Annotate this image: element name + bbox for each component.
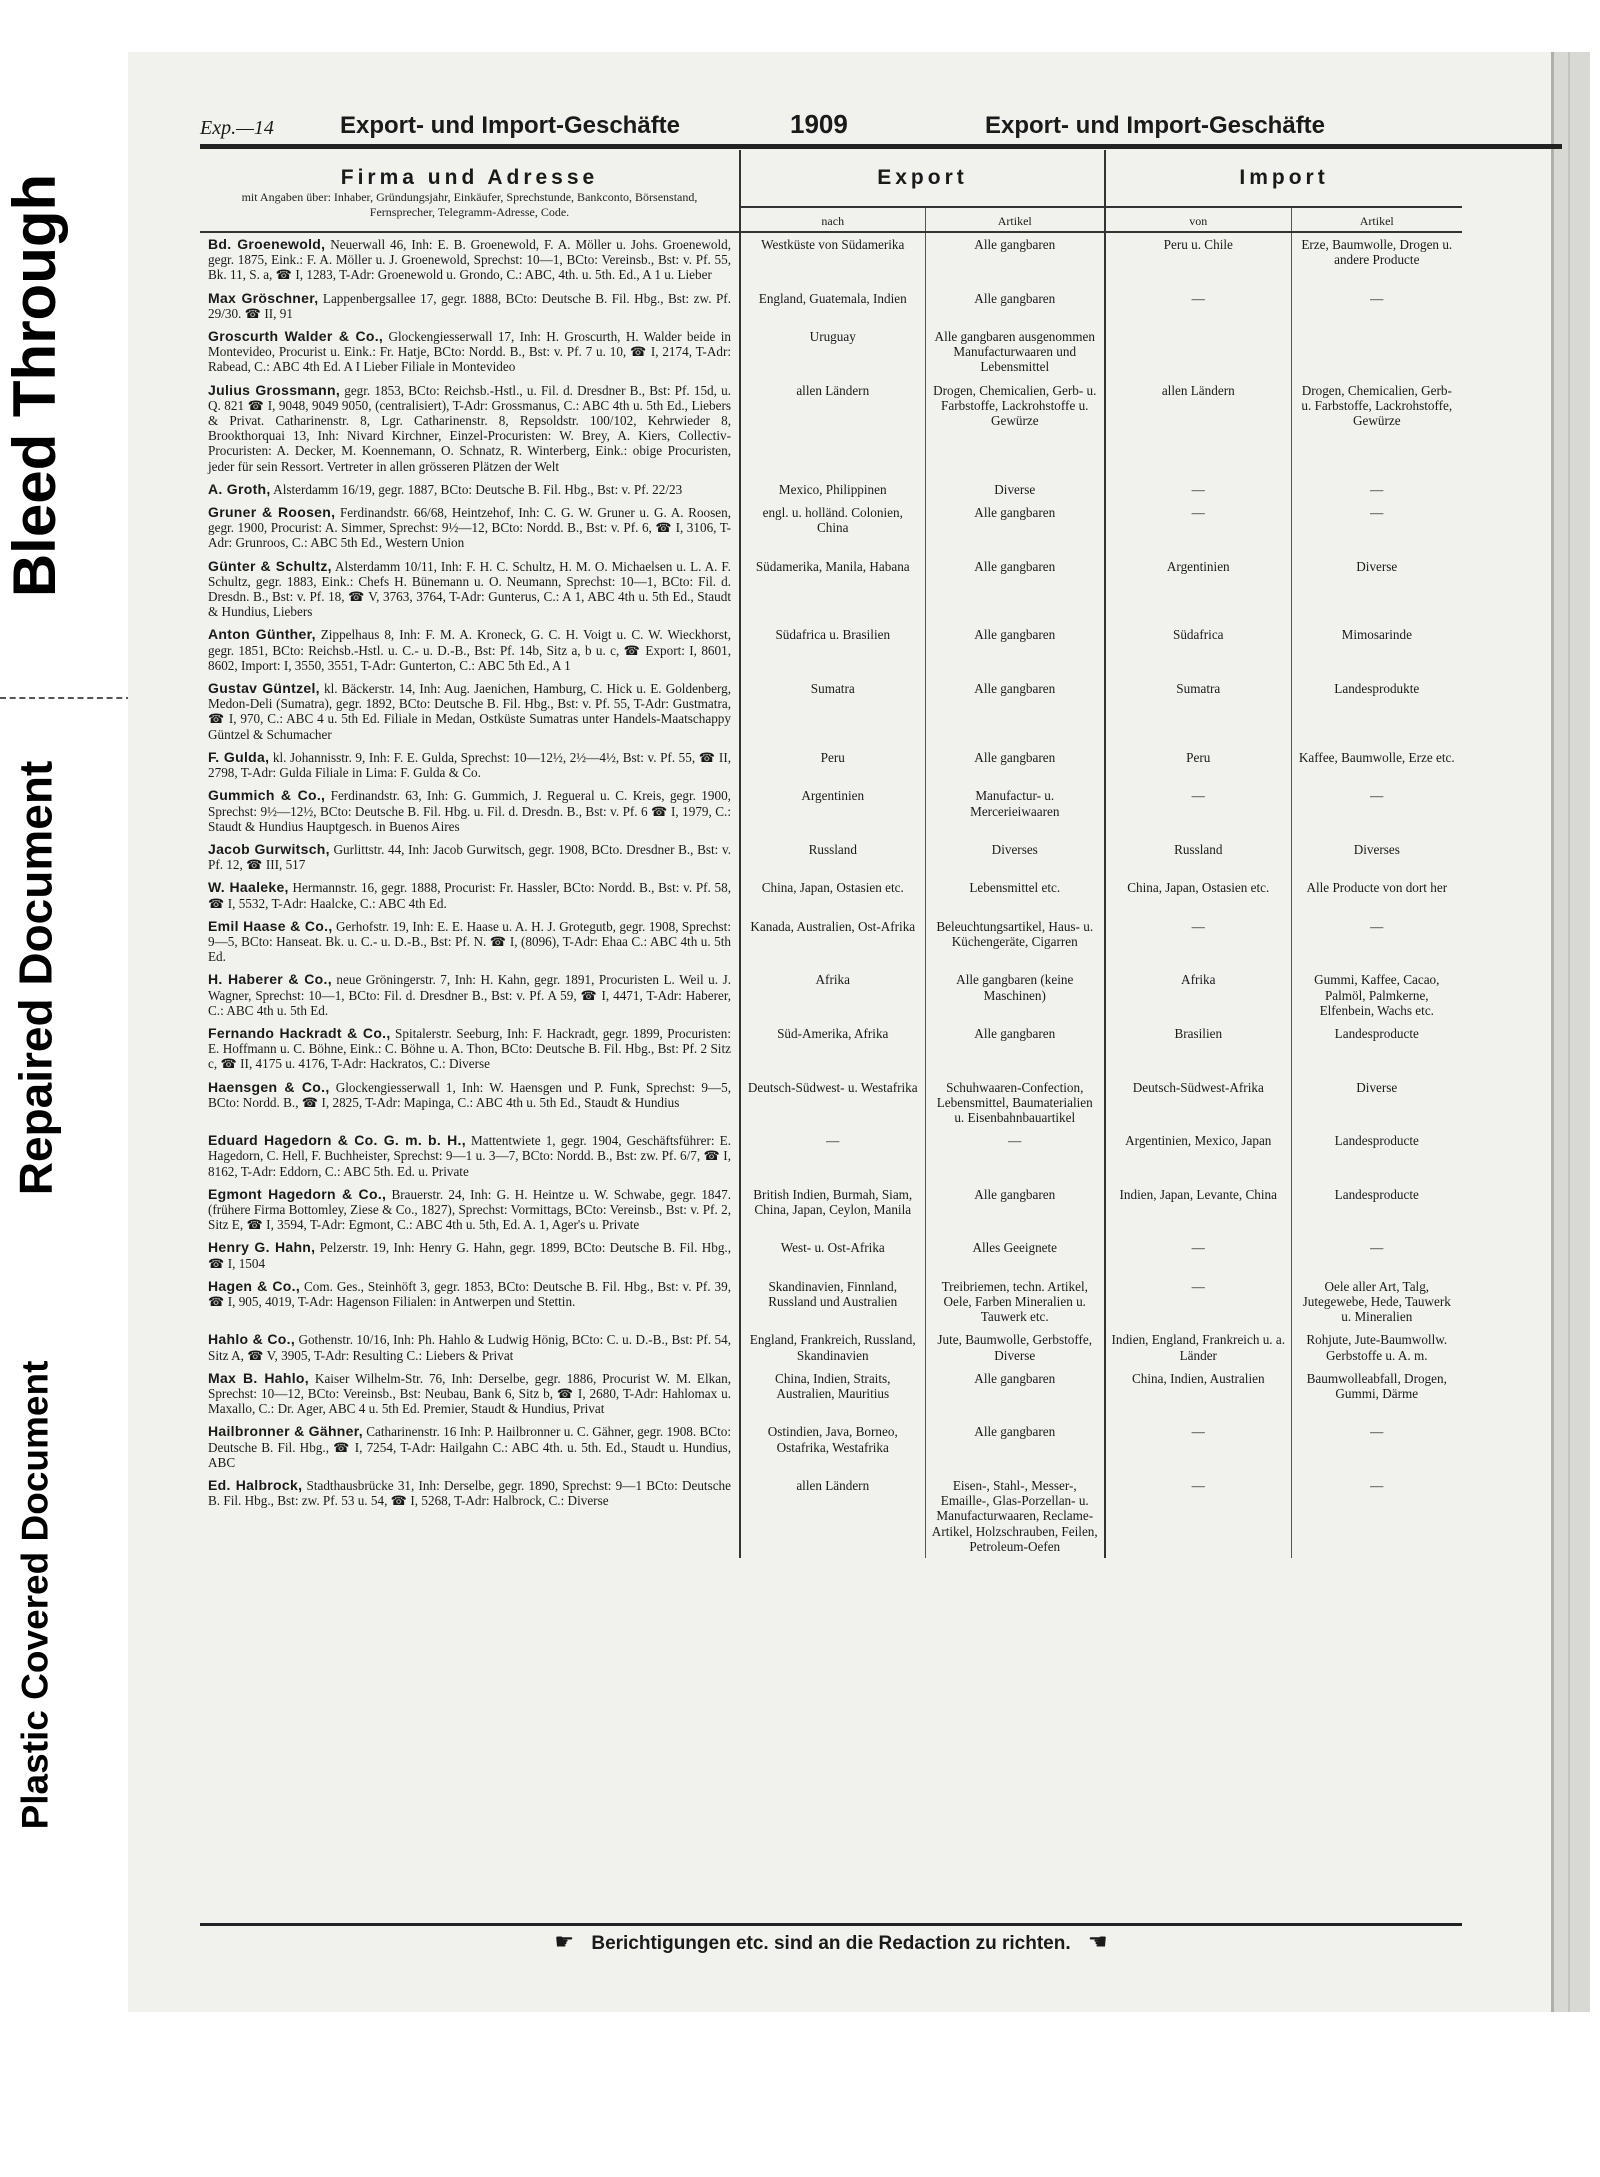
firm-cell [200, 501, 740, 555]
firm-cell [200, 1236, 740, 1274]
import-origin-cell: Brasilien [1105, 1022, 1291, 1076]
import-origin-cell [1105, 325, 1291, 379]
export-articles-cell: Diverse [925, 478, 1105, 501]
import-origin-cell: — [1105, 1236, 1291, 1274]
scanned-page [128, 52, 1590, 2012]
firm-cell [200, 1129, 740, 1183]
firm-name: Hailbronner & Gähner, [208, 1423, 363, 1440]
import-articles-cell: Landesproducte [1291, 1022, 1462, 1076]
table-row [200, 838, 1462, 876]
export-artikel-header: Artikel [925, 207, 1105, 232]
import-origin-cell: Argentinien, Mexico, Japan [1105, 1129, 1291, 1183]
firm-details: neue Gröningerstr. 7, Inh: H. Kahn, gegr. 1891, Procuristen L. Weil u. J. Wagner, Sprechst: 10—1, BCto: Fil. d. Dresdner B., Bst: v. Pf. A 59, ☎ I, 4471, T-Adr: Haberer, C.: ABC 4th u. 5th Ed. [208, 972, 732, 1018]
table-row [200, 478, 1462, 501]
firm-details: Brauerstr. 24, Inh: G. H. Heintze u. W. Schwabe, gegr. 1847. (frühere Firma Bottomley, Ziese & Co., 1827), Sprechst: Vormittags, BCto: Vereinsb., Bst: v. Pf. 2, Sitz E, ☎ I, 3594, T-Adr: Egmont, C.: ABC 4th u. 5th, Ed. A. 1, Ager's u. Private [208, 1186, 731, 1233]
import-origin-cell: Argentinien [1105, 555, 1291, 624]
import-articles-cell: Diverses [1291, 838, 1462, 876]
import-artikel-header: Artikel [1291, 207, 1462, 232]
firm-name: Gruner & Roosen, [208, 504, 336, 521]
import-articles-cell: Drogen, Chemicalien, Gerb- u. Farbstoffe, Lackrohstoffe, Gewürze [1291, 379, 1462, 478]
footer-text: Berichtigungen etc. sind an die Redaction zu richten. [591, 1933, 1071, 1954]
firm-column-title: Firma und Adresse [340, 165, 599, 189]
import-origin-cell: Peru [1105, 746, 1291, 784]
export-articles-cell: Alle gangbaren ausgenommen Manufacturwaaren und Lebensmittel [925, 325, 1105, 379]
firm-cell [200, 1367, 740, 1421]
import-articles-cell: Rohjute, Jute-Baumwollw. Gerbstoffe u. A. m. [1291, 1328, 1462, 1366]
import-articles-cell: — [1291, 1420, 1462, 1474]
firm-cell [200, 325, 740, 379]
table-row [200, 915, 1462, 969]
firm-details: Hermannstr. 16, gegr. 1888, Procurist: Fr. Hassler, BCto: Nordd. B., Bst: v. Pf. 58, ☎ I, 5532, T-Adr: Haalcke, C.: ABC 4th Ed. [208, 880, 732, 911]
export-articles-cell: Alle gangbaren [925, 232, 1105, 287]
repaired-document-label: Repaired Document [9, 760, 61, 1195]
firm-cell [200, 1474, 740, 1558]
import-articles-cell: — [1291, 915, 1462, 969]
firm-cell [200, 677, 740, 746]
export-destination-cell: China, Indien, Straits, Australien, Mauritius [740, 1367, 925, 1421]
import-spacer [1105, 186, 1462, 207]
firm-details: Glockengiesserwall 17, Inh: H. Groscurth, H. Walder beide in Montevideo, Procurist u. Eink.: Fr. Hatje, BCto: Nordd. B., Bst: v. Pf. 7 u. 10, ☎ I, 2174, T-Adr: Rabead, C.: ABC 4th Ed. A I Lieber Filiale in Montevideo [208, 329, 732, 375]
import-origin-cell: — [1105, 1420, 1291, 1474]
table-row [200, 677, 1462, 746]
table-row [200, 1022, 1462, 1076]
export-articles-cell: Beleuchtungsartikel, Haus- u. Küchengeräte, Cigarren [925, 915, 1105, 969]
firm-details: Com. Ges., Steinhöft 3, gegr. 1853, BCto: Deutsche B. Fil. Hbg., Bst: v. Pf. 39, ☎ I, 905, 4019, T-Adr: Hagenson Filialen: in Antwerpen und Stettin. [208, 1278, 731, 1309]
firm-name: Emil Haase & Co., [208, 917, 333, 934]
directory-table [200, 150, 1462, 1558]
firm-details: Glockengiesserwall 1, Inh: W. Haensgen und P. Funk, Sprechst: 9—5, BCto: Nordd. B., ☎ I, 2825, T-Adr: Mapinga, C.: ABC 4th u. 5th Ed., Staudt & Hundius [208, 1079, 731, 1110]
firm-details: gegr. 1853, BCto: Reichsb.-Hstl., u. Fil. d. Dresdner B., Bst: Pf. 15d, u. Q. 821 ☎ I, 9048, 9049 9050, (centralisiert), T-Adr: Grossmanus, C.: ABC 4th u. 5th Ed., Liebers & Privat. Catharinenstr. 8, Lgr. Catharinenstr. 8, Repsoldstr. 100/102, Kehrwieder 8, Brookthorquai 13, Inh: Nivard Kirchner, Einzel-Procuristen: W. Brey, A. Kiers, Collectiv-Procuristen: A. Decker, M. Koennemann, O. Schnatz, R. Winterberg, Eink.: obige Procuristen, jeder für sein Ressort. Vertreter in allen grösseren Plätzen der Welt [208, 382, 732, 474]
export-destination-cell: Mexico, Philippinen [740, 478, 925, 501]
import-origin-cell: — [1105, 1275, 1291, 1329]
import-origin-cell: Indien, Japan, Levante, China [1105, 1183, 1291, 1237]
table-row [200, 1076, 1462, 1130]
import-articles-cell [1291, 325, 1462, 379]
firm-details: Alsterdamm 10/11, Inh: F. H. C. Schultz, H. M. O. Michaelsen u. L. A. F. Schultz, gegr. 1883, Eink.: Chefs H. Bünemann u. O. Neumann, Sprechst: 10—1, BCto: Fil. d. Dresdn. B., Bst: v. Pf. 18, ☎ V, 3763, 3764, T-Adr: Gunterus, C.: A 1, ABC 4th u. 5th Ed., Staudt & Hundius, Liebers [208, 558, 731, 620]
bleed-through-label: Bleed Through [1, 173, 69, 597]
table-row [200, 1129, 1462, 1183]
export-articles-cell: Alle gangbaren [925, 555, 1105, 624]
import-origin-cell: China, Indien, Australien [1105, 1367, 1291, 1421]
table-body [200, 232, 1462, 1558]
export-articles-cell: Alle gangbaren [925, 1183, 1105, 1237]
export-articles-cell: Manufactur- u. Mercerieiwaaren [925, 784, 1105, 838]
table-row [200, 968, 1462, 1022]
export-destination-cell: Argentinien [740, 784, 925, 838]
header-year: 1909 [790, 109, 848, 139]
import-articles-cell: Kaffee, Baumwolle, Erze etc. [1291, 746, 1462, 784]
firm-details: Stadthausbrücke 31, Inh: Derselbe, gegr. 1890, Sprechst: 9—1 BCto: Deutsche B. Fil. Hbg., Bst: zw. Pf. 53 u. 54, ☎ I, 5268, T-Adr: Halbrock, C.: Diverse [208, 1478, 732, 1509]
page-binding-edge [1551, 52, 1590, 2012]
import-articles-cell: — [1291, 784, 1462, 838]
export-articles-cell: Alle gangbaren [925, 623, 1105, 677]
firm-name: H. Haberer & Co., [208, 971, 332, 988]
firm-cell [200, 555, 740, 624]
table-row [200, 623, 1462, 677]
import-articles-cell: Oele aller Art, Talg, Jutegewebe, Hede, Tauwerk u. Mineralien [1291, 1275, 1462, 1329]
pointing-hand-right-icon: ☛ [554, 1929, 575, 1954]
page-number: Exp.—14 [200, 117, 274, 139]
import-articles-cell: Diverse [1291, 555, 1462, 624]
export-destination-cell: Uruguay [740, 325, 925, 379]
export-articles-cell: Treibriemen, techn. Artikel, Oele, Farben Mineralien u. Tauwerk etc. [925, 1275, 1105, 1329]
export-articles-cell: Alles Geeignete [925, 1236, 1105, 1274]
firm-cell [200, 623, 740, 677]
bottom-rule [200, 1923, 1462, 1926]
table-row [200, 1275, 1462, 1329]
running-header [200, 100, 1562, 149]
firm-cell [200, 1420, 740, 1474]
import-origin-cell: Deutsch-Südwest-Afrika [1105, 1076, 1291, 1130]
firm-details: Gurlittstr. 44, Inh: Jacob Gurwitsch, gegr. 1908, BCto. Dresdner B., Bst: v. Pf. 12, ☎ III, 517 [208, 841, 732, 873]
firm-cell [200, 478, 740, 501]
export-articles-cell: Diverses [925, 838, 1105, 876]
export-destination-cell: Deutsch-Südwest- u. Westafrika [740, 1076, 925, 1130]
export-destination-cell: England, Guatemala, Indien [740, 287, 925, 325]
firm-name: A. Groth, [208, 480, 271, 497]
plastic-covered-label: Plastic Covered Document [14, 1360, 55, 1830]
import-articles-cell: — [1291, 1236, 1462, 1274]
export-articles-cell: Schuhwaaren-Confection, Lebensmittel, Baumaterialien u. Eisenbahnbauartikel [925, 1076, 1105, 1130]
table-row [200, 746, 1462, 784]
firm-name: Gummich & Co., [208, 787, 326, 804]
firm-details: Spitalerstr. Seeburg, Inh: F. Hackradt, gegr. 1899, Procuristen: E. Hoffmann u. C. Böhne, Eink.: C. Böhne u. A. Thon, BCto: Deutsche B. Fil. Hbg., Bst: Pf. 2 Sitz c, ☎ II, 4175 u. 4176, T-Adr: Hackratos, C.: Diverse [208, 1025, 732, 1072]
export-destination-cell: Sumatra [740, 677, 925, 746]
firm-name: Ed. Halbrock, [208, 1477, 303, 1494]
firm-name: Günter & Schultz, [208, 557, 332, 574]
import-origin-cell: Südafrica [1105, 623, 1291, 677]
export-spacer [740, 186, 1105, 207]
table-row [200, 1236, 1462, 1274]
export-articles-cell: Alle gangbaren (keine Maschinen) [925, 968, 1105, 1022]
firm-details: Kaiser Wilhelm-Str. 76, Inh: Derselbe, gegr. 1886, Procurist W. M. Elkan, Sprechst: 10—12, BCto: Vereinsb., Bst: Neubau, Bank 6, Sitz b, ☎ I, 2680, T-Adr: Hahlomax u. Maxallo, C.: Dr. Ager, ABC 4 u. 5th Ed. Premier, Staudt & Hundius, Privat [208, 1370, 731, 1417]
firm-cell [200, 1022, 740, 1076]
firm-name: Max B. Hahlo, [208, 1369, 309, 1386]
import-articles-cell: Erze, Baumwolle, Drogen u. andere Producte [1291, 232, 1462, 287]
import-origin-cell: — [1105, 478, 1291, 501]
export-destination-cell: Russland [740, 838, 925, 876]
export-destination-cell: British Indien, Burmah, Siam, China, Japan, Ceylon, Manila [740, 1183, 925, 1237]
firm-cell [200, 915, 740, 969]
import-origin-cell: — [1105, 1474, 1291, 1558]
firm-name: Hagen & Co., [208, 1277, 301, 1294]
firm-cell [200, 876, 740, 914]
firm-details: Catharinenstr. 16 Inh: P. Hailbronner u. C. Gähner, gegr. 1908. BCto: Deutsche B. Fil. Hbg., ☎ I, 7254, T-Adr: Hailgahn C.: ABC 4th. u. 5th. Ed., Staudt u. Hundius, ABC [208, 1424, 731, 1470]
import-origin-cell: China, Japan, Ostasien etc. [1105, 876, 1291, 914]
firm-details: Gothenstr. 10/16, Inh: Ph. Hahlo & Ludwig Hönig, BCto: C. u. D.-B., Bst: Pf. 54, Sitz A, ☎ V, 3905, T-Adr: Resulting C.: Liebers & Privat [208, 1332, 732, 1363]
export-articles-cell: Alle gangbaren [925, 1022, 1105, 1076]
firm-details: Lappenbergsallee 17, gegr. 1888, BCto: Deutsche B. Fil. Hbg., Bst: zw. Pf. 29/30. ☎ II, 91 [208, 290, 731, 321]
firm-name: W. Haaleke, [208, 879, 289, 896]
directory-table-wrap [200, 150, 1462, 1558]
export-destination-cell: Westküste von Südamerika [740, 232, 925, 287]
import-articles-cell: Landesproducte [1291, 1183, 1462, 1237]
export-nach-header: nach [740, 207, 925, 232]
import-articles-cell: — [1291, 1474, 1462, 1558]
table-row [200, 1183, 1462, 1237]
import-origin-cell: allen Ländern [1105, 379, 1291, 478]
firm-details: kl. Johannisstr. 9, Inh: F. E. Gulda, Sprechst: 10—12½, 2½—4½, Bst: v. Pf. 55, ☎ II, 2798, T-Adr: Gulda Filiale in Lima: F. Gulda & Co. [208, 749, 732, 781]
export-destination-cell: — [740, 1129, 925, 1183]
table-row [200, 555, 1462, 624]
export-destination-cell: Südafrica u. Brasilien [740, 623, 925, 677]
table-row [200, 379, 1462, 478]
import-articles-cell: — [1291, 287, 1462, 325]
firm-cell [200, 1328, 740, 1366]
table-row [200, 1328, 1462, 1366]
firm-name: Eduard Hagedorn & Co. G. m. b. H., [208, 1132, 466, 1149]
firm-cell [200, 287, 740, 325]
firm-cell [200, 746, 740, 784]
firm-details: Neuerwall 46, Inh: E. B. Groenewold, F. A. Möller u. Johs. Groenewold, gegr. 1875, Eink.: F. A. Möller u. J. Groenewold, Sprechst: 10—1, BCto: Vereinsb., Bst: v. Pf. 55, Bk. 11, S. a, ☎ I, 1283, T-Adr: Groenewold u. Grondo, C.: ABC, 4th. u. 5th. Ed., A 1 u. Lieber [208, 237, 731, 283]
firm-cell [200, 1275, 740, 1329]
export-articles-cell: Eisen-, Stahl-, Messer-, Emaille-, Glas-Porzellan- u. Manufacturwaaren, Reclame-Artikel, Holzschrauben, Feilen, Petroleum-Oefen [925, 1474, 1105, 1558]
table-row [200, 287, 1462, 325]
import-origin-cell: Peru u. Chile [1105, 232, 1291, 287]
import-articles-cell: Mimosarinde [1291, 623, 1462, 677]
import-articles-cell: — [1291, 478, 1462, 501]
export-destination-cell: engl. u. holländ. Colonien, China [740, 501, 925, 555]
header-title-left: Export- und Import-Geschäfte [340, 112, 681, 139]
pointing-hand-left-icon: ☚ [1087, 1929, 1108, 1954]
export-destination-cell: England, Frankreich, Russland, Skandinavien [740, 1328, 925, 1366]
firm-name: Gustav Güntzel, [208, 680, 320, 697]
import-origin-cell: Sumatra [1105, 677, 1291, 746]
firm-cell [200, 232, 740, 287]
export-articles-cell: Lebensmittel etc. [925, 876, 1105, 914]
firm-cell [200, 784, 740, 838]
firm-details: Ferdinandstr. 66/68, Heintzehof, Inh: C. G. W. Gruner u. G. A. Roosen, gegr. 1900, Procurist: A. Simmer, Sprechst: 9½—12, BCto: Nordd. B., Bst: v. Pf. 6, ☎ I, 3106, T-Adr: Grunroos, C.: ABC 5th Ed., Western Union [208, 505, 732, 551]
firm-name: Henry G. Hahn, [208, 1239, 316, 1256]
firm-name: Anton Günther, [208, 626, 316, 643]
export-destination-cell: Peru [740, 746, 925, 784]
header-title-right: Export- und Import-Geschäfte [985, 112, 1326, 139]
import-origin-cell: — [1105, 915, 1291, 969]
export-destination-cell: China, Japan, Ostasien etc. [740, 876, 925, 914]
import-von-header: von [1105, 207, 1291, 232]
table-row [200, 1420, 1462, 1474]
import-articles-cell: Gummi, Kaffee, Cacao, Palmöl, Palmkerne, Elfenbein, Wachs etc. [1291, 968, 1462, 1022]
import-origin-cell: Afrika [1105, 968, 1291, 1022]
firm-name: Groscurth Walder & Co., [208, 328, 384, 345]
import-articles-cell: — [1291, 501, 1462, 555]
import-origin-cell: Indien, England, Frankreich u. a. Länder [1105, 1328, 1291, 1366]
firm-details: kl. Bäckerstr. 14, Inh: Aug. Jaenichen, Hamburg, C. Hick u. E. Goldenberg, Medon-Deli (Sumatra), gegr. 1892, BCto: Deutsche B. Fil. Hbg., Bst: v. Pf. 55, T-Adr: Gustmatra, ☎ I, 970, C.: ABC 4 u. 5th Ed. Filiale in Medan, Ostküste Sumatras unter Handels-Maatschappy Güntzel & Schumacher [208, 681, 732, 742]
export-destination-cell: Kanada, Australien, Ost-Afrika [740, 915, 925, 969]
export-articles-cell: Drogen, Chemicalien, Gerb- u. Farbstoffe, Lackrohstoffe u. Gewürze [925, 379, 1105, 478]
firm-name: Jacob Gurwitsch, [208, 840, 330, 857]
separator-dashed [0, 697, 132, 699]
export-destination-cell: Südamerika, Manila, Habana [740, 555, 925, 624]
export-articles-cell: Alle gangbaren [925, 746, 1105, 784]
firm-details: Ferdinandstr. 63, Inh: G. Gummich, J. Regueral u. C. Kreis, gegr. 1900, Sprechst: 9½—12½, BCto: Deutsche B. Fil. Hbg. u. Fil. d. Dresdn. B., Bst: v. Pf. 6 ☎ I, 1979, C.: Staudt & Hundius Hauptgesch. in Buenos Aires [208, 788, 731, 834]
export-destination-cell: allen Ländern [740, 1474, 925, 1558]
import-origin-cell: — [1105, 287, 1291, 325]
export-articles-cell: — [925, 1129, 1105, 1183]
firm-name: Max Gröschner, [208, 289, 319, 306]
import-origin-cell: — [1105, 501, 1291, 555]
firm-name: Egmont Hagedorn & Co., [208, 1185, 387, 1202]
firm-column-subtitle: mit Angaben über: Inhaber, Gründungsjahr, Einkäufer, Sprechstunde, Bankconto, Börsenstand, Fernsprecher, Telegramm-Adresse, Code. [200, 186, 740, 232]
table-row [200, 784, 1462, 838]
import-origin-cell: — [1105, 784, 1291, 838]
export-articles-cell: Alle gangbaren [925, 1367, 1105, 1421]
import-origin-cell: Russland [1105, 838, 1291, 876]
firm-cell [200, 1076, 740, 1130]
table-row [200, 232, 1462, 287]
firm-details: Pelzerstr. 19, Inh: Henry G. Hahn, gegr. 1899, BCto: Deutsche B. Fil. Hbg., ☎ I, 1504 [208, 1240, 732, 1271]
table-row [200, 1367, 1462, 1421]
firm-name: Fernando Hackradt & Co., [208, 1024, 391, 1041]
export-articles-cell: Alle gangbaren [925, 501, 1105, 555]
export-destination-cell: Ostindien, Java, Borneo, Ostafrika, Westafrika [740, 1420, 925, 1474]
firm-name: Julius Grossmann, [208, 381, 341, 398]
footer-note [200, 1929, 1462, 1955]
firm-name: Haensgen & Co., [208, 1078, 330, 1095]
export-articles-cell: Jute, Baumwolle, Gerbstoffe, Diverse [925, 1328, 1105, 1366]
export-destination-cell: West- u. Ost-Afrika [740, 1236, 925, 1274]
table-row [200, 325, 1462, 379]
export-articles-cell: Alle gangbaren [925, 287, 1105, 325]
firm-cell [200, 838, 740, 876]
export-column-title: Export [740, 150, 1105, 186]
import-articles-cell: Baumwolleabfall, Drogen, Gummi, Därme [1291, 1367, 1462, 1421]
firm-name: F. Gulda, [208, 748, 270, 765]
firm-cell [200, 968, 740, 1022]
export-destination-cell: Afrika [740, 968, 925, 1022]
export-destination-cell: Skandinavien, Finnland, Russland und Australien [740, 1275, 925, 1329]
import-articles-cell: Diverse [1291, 1076, 1462, 1130]
export-articles-cell: Alle gangbaren [925, 1420, 1105, 1474]
firm-details: Gerhofstr. 19, Inh: E. E. Haase u. A. H. J. Grotegutb, gegr. 1908, Sprechst: 9—5, BCto: Hanseat. Bk. u. C.- u. D.-B., Bst: Pf. N. ☎ I, (8096), T-Adr: Ehaa C.: ABC 4th u. 5th Ed. [208, 918, 731, 965]
firm-name: Hahlo & Co., [208, 1331, 296, 1348]
export-articles-cell: Alle gangbaren [925, 677, 1105, 746]
import-articles-cell: Landesprodukte [1291, 677, 1462, 746]
export-destination-cell: Süd-Amerika, Afrika [740, 1022, 925, 1076]
table-row [200, 501, 1462, 555]
import-column-title: Import [1105, 150, 1462, 186]
import-articles-cell: Landesproducte [1291, 1129, 1462, 1183]
table-row [200, 1474, 1462, 1558]
firm-cell [200, 379, 740, 478]
firm-details: Mattentwiete 1, gegr. 1904, Geschäftsführer: E. Hagedorn, C. Hell, F. Buchheister, Sprechst: 9—1 u. 3—7, BCto: Nordd. B., Bst: zw. Pf. 6/7, ☎ I, 8162, T-Adr: Eddorn, C.: ABC 5th. Ed. u. Private [208, 1133, 731, 1179]
table-row [200, 876, 1462, 914]
import-articles-cell: Alle Producte von dort her [1291, 876, 1462, 914]
firm-cell [200, 1183, 740, 1237]
firm-name: Bd. Groenewold, [208, 236, 326, 252]
firm-details: Zippelhaus 8, Inh: F. M. A. Kroneck, G. C. H. Voigt u. C. W. Wieckhorst, gegr. 1851, BCto: Reichsb.-Hstl. u. C.- u. D.-B., Bst: Pf. 14b, Sitz a, b u. c, ☎ Export: I, 8601, 8602, Import: I, 3550, 3551, T-Adr: Gunterton, C.: ABC 5th Ed., A 1 [208, 627, 732, 673]
export-destination-cell: allen Ländern [740, 379, 925, 478]
firm-details: Alsterdamm 16/19, gegr. 1887, BCto: Deutsche B. Fil. Hbg., Bst: v. Pf. 22/23 [273, 481, 683, 497]
